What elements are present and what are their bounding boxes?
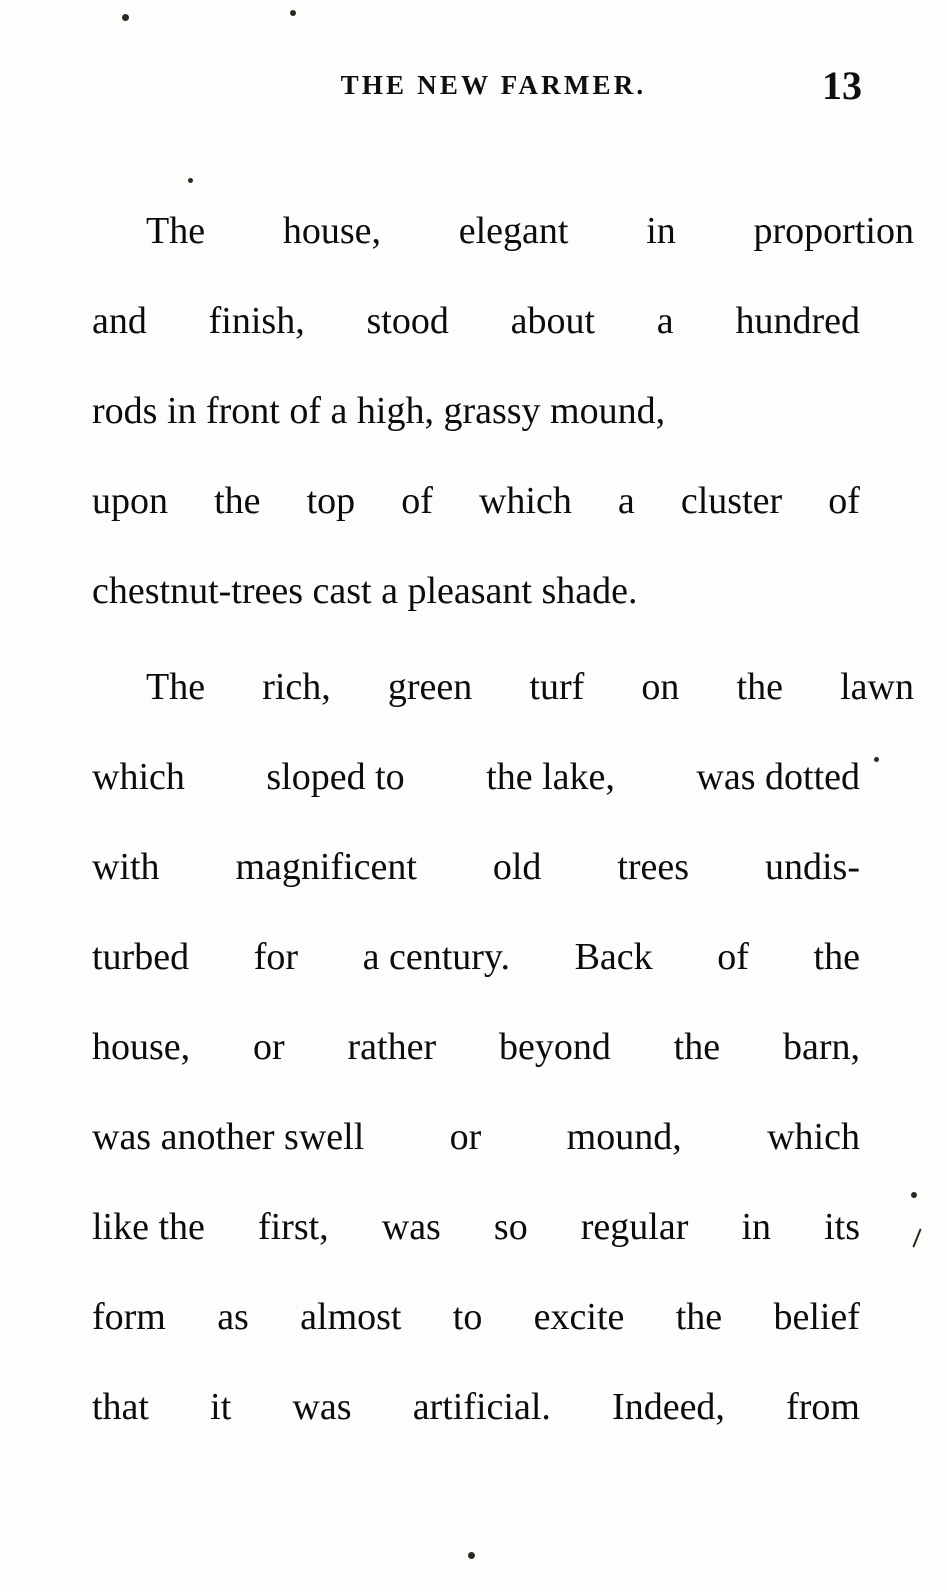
text-run: finish,: [208, 300, 305, 342]
text-run: which: [92, 756, 185, 798]
text-run: which: [478, 480, 572, 522]
paragraph: [92, 642, 914, 1452]
text-run: the: [813, 936, 860, 978]
text-run: or: [253, 1026, 285, 1068]
text-run: first,: [257, 1206, 329, 1248]
text-run: house,: [92, 1026, 191, 1068]
text-run: excite: [533, 1296, 625, 1338]
text-line: [92, 732, 860, 822]
text-run: with: [92, 846, 160, 888]
text-run: the: [673, 1026, 721, 1068]
text-line: [92, 366, 860, 456]
text-line: [92, 456, 860, 546]
text-run: rather: [347, 1026, 437, 1068]
text-run: like the: [92, 1206, 205, 1248]
text-run: stood: [366, 300, 449, 342]
running-head-title: THE NEW FARMER.: [340, 70, 647, 100]
text-run: regular: [580, 1206, 689, 1248]
text-run: top: [306, 480, 356, 522]
text-line: [92, 642, 914, 732]
text-run: rich,: [262, 666, 331, 708]
text-run: magnificent: [235, 846, 417, 888]
text-run: for: [253, 936, 298, 978]
text-run: old: [492, 846, 542, 888]
text-run: form: [92, 1296, 166, 1338]
text-run: barn,: [782, 1026, 860, 1068]
text-run: or: [449, 1116, 482, 1158]
text-run: of: [717, 936, 749, 978]
text-run: chestnut-trees cast a pleasant shade.: [92, 570, 638, 612]
scan-speck-icon: [911, 1192, 917, 1198]
text-run: green: [387, 666, 473, 708]
text-run: trees: [617, 846, 690, 888]
text-line: [92, 276, 860, 366]
text-run: it: [210, 1386, 232, 1428]
text-run: in: [646, 210, 676, 252]
text-run: mound,: [566, 1116, 682, 1158]
text-line: [92, 546, 860, 636]
text-run: Indeed,: [612, 1386, 725, 1428]
text-run: on: [641, 666, 680, 708]
text-run: the lake,: [486, 756, 615, 798]
text-run: of: [828, 480, 860, 522]
text-run: was dotted: [696, 756, 860, 798]
text-run: The: [146, 210, 206, 252]
text-run: so: [493, 1206, 528, 1248]
text-run: and: [92, 300, 147, 342]
text-run: a: [656, 300, 674, 342]
text-run: lawn: [840, 666, 914, 708]
text-run: a century.: [362, 936, 510, 978]
text-run: sloped to: [266, 756, 405, 798]
text-line: [92, 912, 860, 1002]
text-line: [92, 822, 860, 912]
scan-speck-icon: [468, 1552, 475, 1559]
page-body: [92, 186, 914, 1458]
running-head: [0, 62, 947, 108]
scan-speck-icon: [874, 757, 879, 762]
paragraph: [92, 186, 914, 636]
text-run: which: [767, 1116, 860, 1158]
text-line: [92, 1182, 860, 1272]
text-run: house,: [282, 210, 381, 252]
text-line: [92, 1002, 860, 1092]
text-run: beyond: [498, 1026, 611, 1068]
text-run: elegant: [458, 210, 569, 252]
text-run: proportion: [753, 210, 914, 252]
text-run: hundred: [735, 300, 860, 342]
text-run: cluster: [680, 480, 783, 522]
text-run: of: [401, 480, 433, 522]
text-run: rods in front of a high, grassy mound,: [92, 390, 666, 432]
text-run: from: [786, 1386, 860, 1428]
text-run: the: [214, 480, 261, 522]
text-run: was: [381, 1206, 441, 1248]
text-run: in: [741, 1206, 772, 1248]
text-run: a: [617, 480, 635, 522]
text-run: turbed: [92, 936, 190, 978]
page-number: 13: [822, 63, 862, 108]
text-run: about: [510, 300, 596, 342]
text-run: the: [675, 1296, 723, 1338]
scan-speck-icon: [188, 178, 193, 183]
text-line: [92, 186, 914, 276]
text-run: Back: [574, 936, 653, 978]
text-run: was another swell: [92, 1116, 365, 1158]
text-line: [92, 1092, 860, 1182]
text-run: undis-: [764, 846, 860, 888]
text-run: The: [146, 666, 206, 708]
text-run: almost: [300, 1296, 402, 1338]
text-run: turf: [529, 666, 585, 708]
text-run: its: [824, 1206, 860, 1248]
text-run: belief: [773, 1296, 860, 1338]
scan-speck-icon: [122, 14, 129, 21]
text-run: to: [452, 1296, 483, 1338]
text-line: [92, 1362, 860, 1452]
text-line: [92, 1272, 860, 1362]
text-run: upon: [92, 480, 168, 522]
text-run: as: [217, 1296, 249, 1338]
text-run: was: [292, 1386, 352, 1428]
text-run: artificial.: [412, 1386, 551, 1428]
scan-speck-icon: [290, 10, 296, 16]
text-run: the: [736, 666, 783, 708]
scan-mark-icon: [912, 1228, 921, 1247]
text-run: that: [92, 1386, 149, 1428]
